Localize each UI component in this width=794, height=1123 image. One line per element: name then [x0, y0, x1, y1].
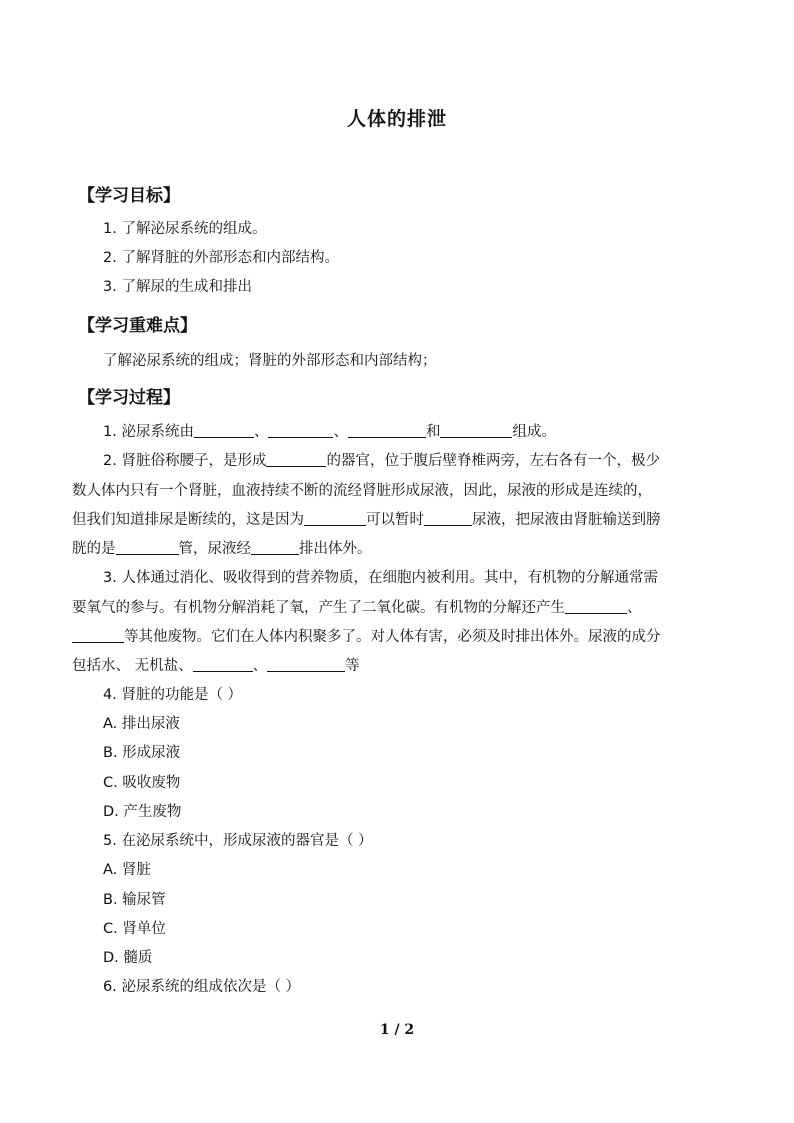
q2-text: 但我们知道排尿是断续的，这是因为 — [72, 512, 304, 528]
q1-sep: 和 — [425, 424, 441, 440]
q3-text: 、 — [252, 658, 268, 674]
q2-text: 尿液，把尿液由肾脏输送到膀 — [472, 512, 661, 528]
question-5-option[interactable]: D. 髓质 — [103, 950, 153, 966]
answer-blank[interactable] — [424, 511, 472, 526]
goal-item: 2. 了解肾脏的外部形态和内部结构。 — [103, 250, 339, 266]
q3-text: 等其他废物。它们在人体内积聚多了。对人体有害，必须及时排出体外。尿液的成分 — [124, 629, 661, 645]
answer-blank[interactable] — [267, 657, 345, 672]
q1-end: 组成。 — [512, 424, 556, 440]
goal-item: 3. 了解尿的生成和排出 — [103, 279, 252, 295]
question-2-line-3 — [72, 511, 661, 529]
question-4-option[interactable]: C. 吸收废物 — [103, 775, 181, 791]
q2-text: 可以暂时 — [366, 512, 424, 528]
answer-blank[interactable] — [251, 540, 299, 555]
question-3-line-1: 3. 人体通过消化、吸收得到的营养物质，在细胞内被利用。其中，有机物的分解通常需 — [103, 570, 658, 586]
question-5-option[interactable]: A. 肾脏 — [103, 862, 151, 878]
q3-text: 要氧气的参与。有机物分解消耗了氧，产生了二氧化碳。有机物的分解还产生 — [72, 600, 565, 616]
document-title: 人体的排泄 — [346, 108, 447, 130]
question-3-line-4 — [72, 657, 360, 675]
q2-text: 胱的是 — [72, 541, 116, 557]
question-3-line-3 — [72, 628, 661, 646]
answer-blank[interactable] — [193, 657, 253, 672]
question-6-stem: 6. 泌尿系统的组成依次是（ ） — [103, 979, 301, 995]
q2-text: 管，尿液经 — [178, 541, 251, 557]
q3-text: 等 — [345, 658, 360, 674]
answer-blank[interactable] — [565, 599, 627, 614]
q1-sep: 、 — [333, 424, 348, 440]
q3-text: 、 — [627, 600, 642, 616]
question-4-option[interactable]: B. 形成尿液 — [103, 745, 181, 761]
page-number: 1 / 2 — [379, 1022, 415, 1038]
q1-text: 1. 泌尿系统由 — [103, 424, 194, 440]
question-2-line-1 — [103, 452, 660, 470]
goal-item: 1. 了解泌尿系统的组成。 — [103, 221, 267, 237]
key-points-text: 了解泌尿系统的组成；肾脏的外部形态和内部结构； — [103, 353, 437, 369]
answer-blank[interactable] — [440, 423, 512, 438]
q1-sep: 、 — [253, 424, 269, 440]
section-heading-process: 【学习过程】 — [78, 388, 180, 408]
question-2-line-4 — [72, 540, 372, 558]
answer-blank[interactable] — [116, 540, 179, 555]
question-5-stem: 5. 在泌尿系统中，形成尿液的器官是（ ） — [103, 833, 373, 849]
answer-blank[interactable] — [348, 423, 426, 438]
question-4-option[interactable]: D. 产生废物 — [103, 804, 182, 820]
answer-blank[interactable] — [194, 423, 254, 438]
question-4-option[interactable]: A. 排出尿液 — [103, 716, 180, 732]
answer-blank[interactable] — [266, 452, 326, 467]
q3-text: 包括水、 无机盐、 — [72, 658, 193, 674]
question-1 — [103, 423, 556, 441]
question-2-line-2: 数人体内只有一个肾脏，血液持续不断的流经肾脏形成尿液，因此，尿液的形成是连续的， — [72, 483, 652, 499]
question-4-stem: 4. 肾脏的功能是（ ） — [103, 687, 243, 703]
question-3-line-2 — [72, 599, 642, 617]
q2-text: 的器官，位于腹后壁脊椎两旁，左右各有一个，极少 — [326, 453, 660, 469]
question-5-option[interactable]: C. 肾单位 — [103, 921, 166, 937]
section-heading-key-points: 【学习重难点】 — [78, 316, 197, 336]
q2-text: 排出体外。 — [299, 541, 372, 557]
section-heading-goals: 【学习目标】 — [78, 186, 180, 206]
q2-text: 2. 肾脏俗称腰子，是形成 — [103, 453, 267, 469]
answer-blank[interactable] — [304, 511, 366, 526]
answer-blank[interactable] — [72, 628, 124, 643]
question-5-option[interactable]: B. 输尿管 — [103, 892, 166, 908]
answer-blank[interactable] — [268, 423, 333, 438]
